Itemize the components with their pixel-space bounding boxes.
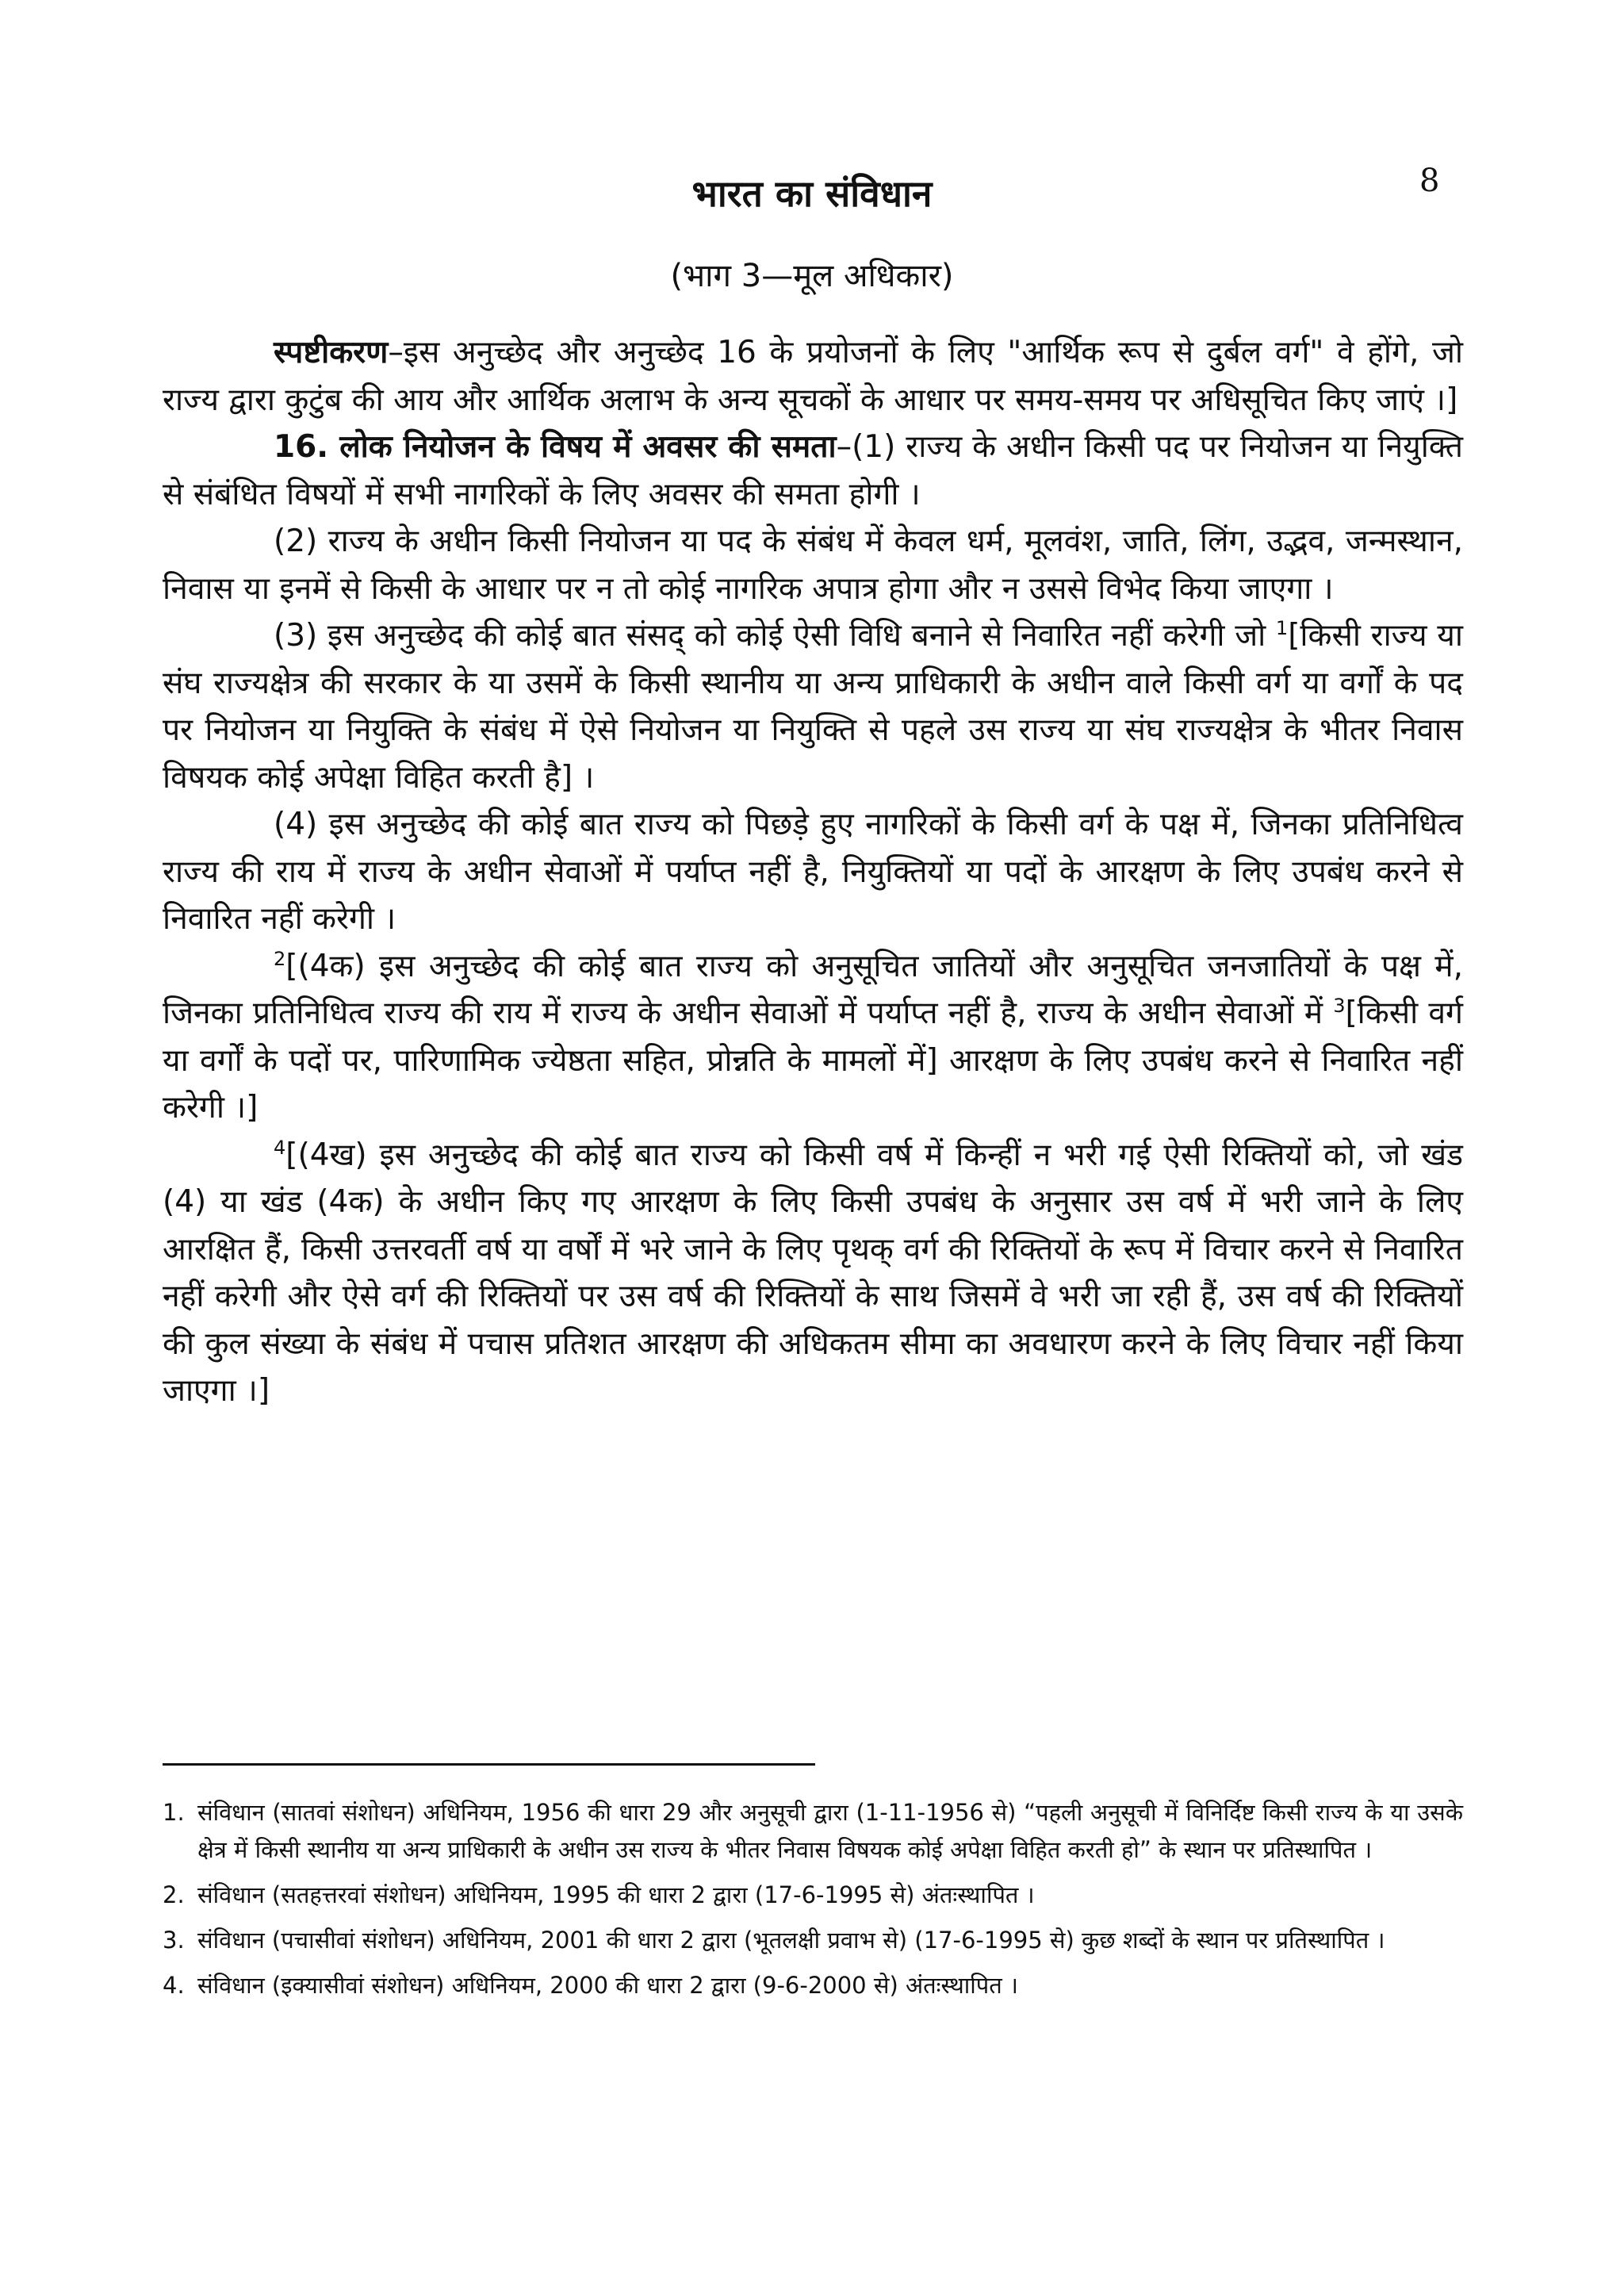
article-16-clause-1 bbox=[163, 424, 1463, 518]
footnote-item bbox=[163, 1877, 1463, 1914]
explanation-text: –इस अनुच्छेद और अनुच्छेद 16 के प्रयोजनों के लिए "आर्थिक रूप से दुर्बल वर्ग" वे होंगे, जो राज्य द्वारा कुटुंब की आय और आर्थिक अलाभ के अन्य सूचकों के आधार पर समय-समय पर अधिसूचित किए जाएं ।] bbox=[163, 335, 1463, 418]
article-16-clause-4: (4) इस अनुच्छेद की कोई बात राज्य को पिछड़े हुए नागरिकों के किसी वर्ग के पक्ष में, जिनका प्रतिनिधित्व राज्य की राय में राज्य के अधीन सेवाओं में पर्याप्त नहीं है, नियुक्तियों या पदों के आरक्षण के लिए उपबंध करने से निवारित नहीं करेगी । bbox=[163, 807, 1463, 937]
page-number: 8 bbox=[1419, 163, 1440, 199]
clause-4a-text-start: [(4क) इस अनुच्छेद की कोई बात राज्य को अनुसूचित जातियों और अनुसूचित जनजातियों के पक्ष में, जिनका प्रतिनिधित्व राज्य की राय में राज्य के अधीन सेवाओं में पर्याप्त नहीं है, राज्य के अधीन सेवाओं में bbox=[163, 948, 1463, 1031]
footnote-text: संविधान (पचासीवां संशोधन) अधिनियम, 2001 की धारा 2 द्वारा (भूतलक्षी प्रवाभ से) (17-6-1995 से) कुछ शब्दों के स्थान पर प्रतिस्थापित । bbox=[197, 1927, 1385, 1954]
explanation-heading: स्पष्टीकरण bbox=[274, 335, 389, 370]
footnote-item bbox=[163, 1967, 1463, 2004]
footnote-ref-1: 1 bbox=[1275, 617, 1289, 639]
footnote-text: संविधान (सातवां संशोधन) अधिनियम, 1956 की धारा 29 और अनुसूची द्वारा (1-11-1956 से) “पहली अनुसूची में विनिर्दिष्ट किसी राज्य के या उसके क्षेत्र में किसी स्थानीय या अन्य प्राधिकारी के अधीन उस राज्य के भीतर निवास विषयक कोई अपेक्षा विहित करती हो” के स्थान पर प्रतिस्थापित । bbox=[197, 1799, 1463, 1863]
footnote-item bbox=[163, 1922, 1463, 1959]
footnote-number: 2. bbox=[163, 1881, 185, 1908]
footnote-ref-4: 4 bbox=[274, 1136, 286, 1159]
clause-3-text-end: [किसी राज्य या संघ राज्यक्षेत्र की सरकार के या उसमें के किसी स्थानीय या अन्य प्राधिकारी के अधीन वाले किसी वर्ग या वर्गों के पद पर नियोजन या नियुक्ति के संबंध में ऐसे नियोजन या नियुक्ति से पहले उस राज्य या संघ राज्यक्षेत्र के भीतर निवास विषयक कोई अपेक्षा विहित करती है] । bbox=[163, 618, 1463, 796]
footnote-ref-2: 2 bbox=[274, 947, 286, 970]
footnote-number: 1. bbox=[163, 1799, 185, 1826]
page-title: भारत का संविधान bbox=[691, 172, 933, 215]
footnote-number: 3. bbox=[163, 1927, 185, 1954]
article-body bbox=[163, 329, 1463, 1415]
footnote-text: संविधान (इक्यासीवां संशोधन) अधिनियम, 2000 की धारा 2 द्वारा (9-6-2000 से) अंतःस्थापित । bbox=[197, 1972, 1018, 1999]
footnote-divider bbox=[163, 1763, 815, 1766]
footnotes bbox=[163, 1794, 1463, 2012]
explanation-paragraph bbox=[163, 329, 1463, 424]
clause-3-text-start: (3) इस अनुच्छेद की कोई बात संसद् को कोई ऐसी विधि बनाने से निवारित नहीं करेगी जो bbox=[274, 618, 1276, 654]
footnote-number: 4. bbox=[163, 1972, 185, 1999]
clause-4b-text: [(4ख) इस अनुच्छेद की कोई बात राज्य को किसी वर्ष में किन्हीं न भरी गई ऐसी रिक्तियों को, जो खंड (4) या खंड (4क) के अधीन किए गए आरक्षण के लिए किसी उपबंध के अनुसार उस वर्ष में भरी जाने के लिए आरक्षित हैं, किसी उत्तरवर्ती वर्ष या वर्षों में भरे जाने के लिए पृथक् वर्ग की रिक्तियों के रूप में विचार करने से निवारित नहीं करेगी और ऐसे वर्ग की रिक्तियों पर उस वर्ष की रिक्तियों के साथ जिसमें वे भरी जा रही हैं, उस वर्ष की रिक्तियों की कुल संख्या के संबंध में पचास प्रतिशत आरक्षण की अधिकतम सीमा का अवधारण करने के लिए विचार नहीं किया जाएगा ।] bbox=[163, 1137, 1463, 1409]
clause-4a-text-end: [किसी वर्ग या वर्गों के पदों पर, पारिणामिक ज्येष्ठता सहित, प्रोन्नति के मामलों में] आरक्षण के लिए उपबंध करने से निवारित नहीं करेगी ।] bbox=[163, 995, 1463, 1125]
article-16-clause-3 bbox=[163, 612, 1463, 801]
article-16-clause-4b bbox=[163, 1132, 1463, 1415]
footnote-item bbox=[163, 1794, 1463, 1869]
footnote-ref-3: 3 bbox=[1333, 995, 1346, 1017]
footnote-text: संविधान (सतहत्तरवां संशोधन) अधिनियम, 1995 की धारा 2 द्वारा (17-6-1995 से) अंतःस्थापित । bbox=[197, 1881, 1035, 1908]
page-subtitle: (भाग 3—मूल अधिकार) bbox=[670, 258, 954, 294]
clause-1-text: –(1) राज्य के अधीन किसी पद पर नियोजन या नियुक्ति से संबंधित विषयों में सभी नागरिकों के लिए अवसर की समता होगी । bbox=[163, 429, 1463, 512]
article-16-heading: 16. लोक नियोजन के विषय में अवसर की समता bbox=[274, 429, 837, 465]
article-16-clause-4a bbox=[163, 943, 1463, 1132]
article-16-clause-2: (2) राज्य के अधीन किसी नियोजन या पद के संबंध में केवल धर्म, मूलवंश, जाति, लिंग, उद्भव, जन्मस्थान, निवास या इनमें से किसी के आधार पर न तो कोई नागरिक अपात्र होगा और न उससे विभेद किया जाएगा । bbox=[163, 523, 1463, 607]
